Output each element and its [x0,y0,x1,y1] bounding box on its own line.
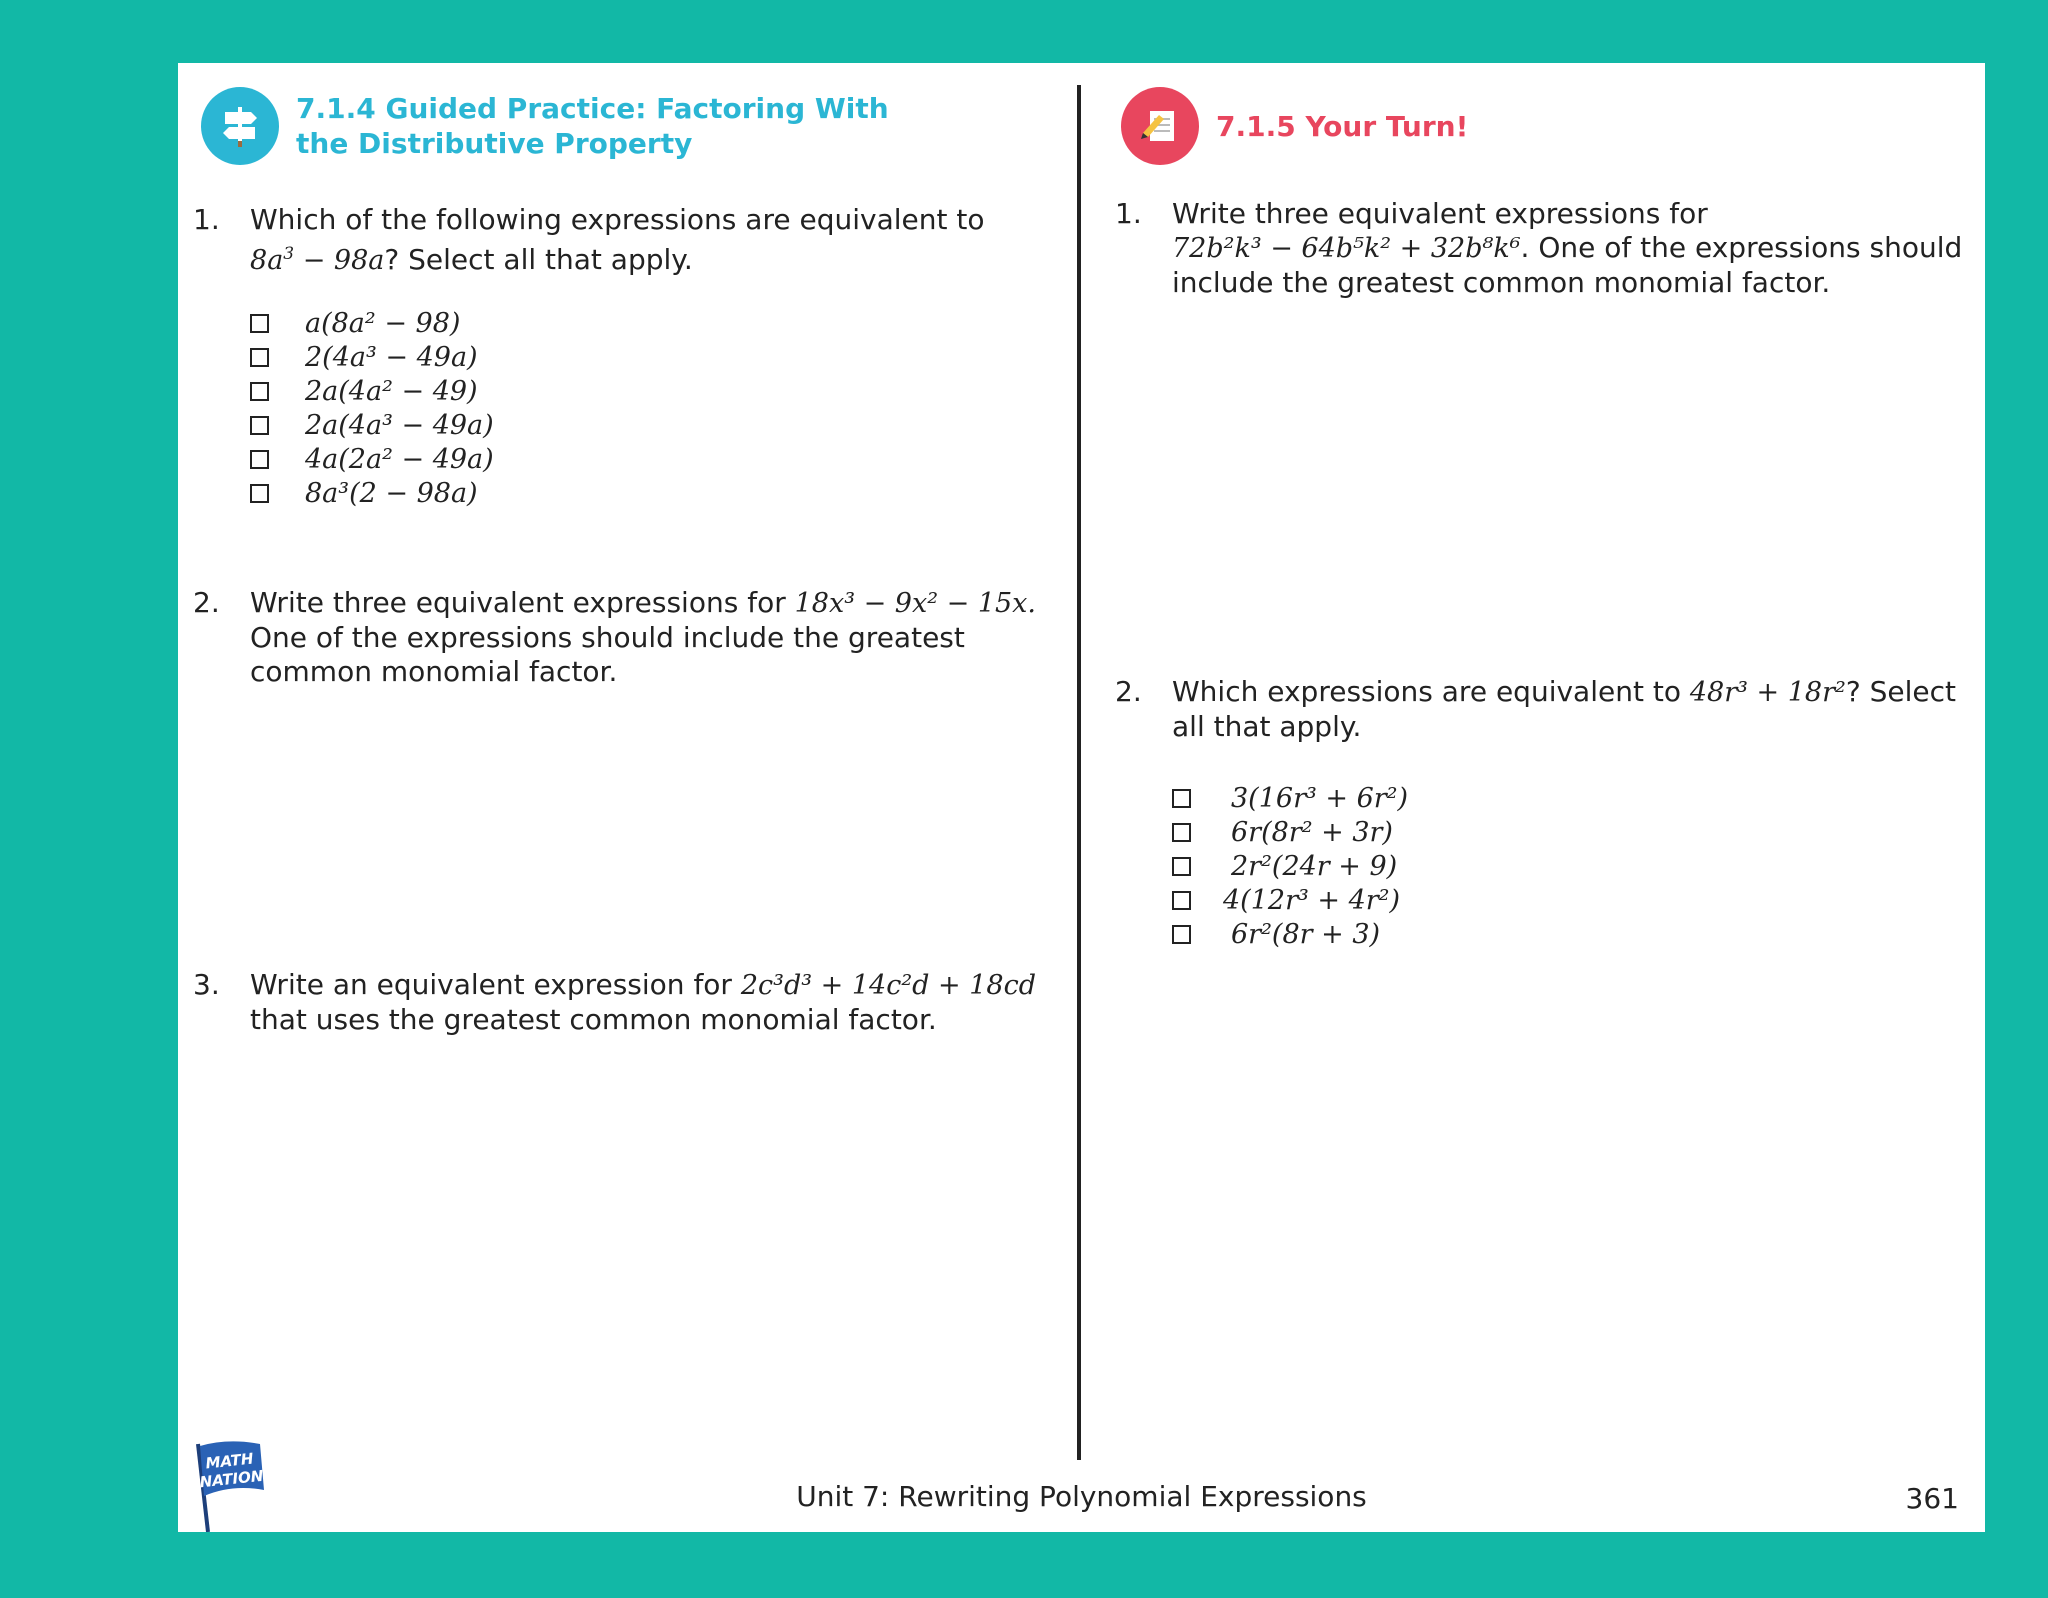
option-label: 6r(8r² + 3r) [1231,816,1393,848]
question-number: 1. [193,203,220,236]
option-row[interactable] [1172,883,1408,917]
footer-unit-title: Unit 7: Rewriting Polynomial Expressions [796,1480,1367,1513]
svg-text:NATION: NATION [198,1466,265,1492]
question-text-after: . One of the expressions should include the greatest common monomial factor. [1172,231,1963,299]
checkbox[interactable] [250,484,269,503]
question-3 [193,968,1050,1037]
option-label: 2(4a³ − 49a) [305,341,478,373]
question-text-after: ? Select all that apply. [1172,675,1956,743]
guided-practice-title: 7.1.4 Guided Practice: Factoring With the Distributive Property [296,92,889,160]
option-row[interactable] [1172,815,1408,849]
guided-practice-header [201,87,889,165]
option-label: 3(16r³ + 6r²) [1231,782,1409,814]
signpost-icon [201,87,279,165]
question-text-after: ? Select all that apply. [384,243,693,276]
your-turn-title: 7.1.5 Your Turn! [1216,109,1469,143]
pencil-paper-icon [1121,87,1199,165]
question-number: 2. [193,586,220,619]
question-expression: 2c³d³ + 14c²d + 18cd [740,970,1037,1001]
your-turn-question-2-options [1172,781,1408,951]
checkbox[interactable] [250,450,269,469]
question-number: 1. [1115,197,1142,230]
worksheet-page [178,63,1985,1532]
question-number: 3. [193,968,220,1001]
question-expression: $8a^3 - 98a$ [250,244,385,276]
option-label: 4(12r³ + 4r²) [1223,884,1401,916]
option-label: 4a(2a² − 49a) [305,443,494,475]
checkbox[interactable] [250,348,269,367]
question-2 [193,586,1050,689]
your-turn-question-2 [1115,675,1972,744]
question-1 [193,203,1050,278]
question-text-after: One of the expressions should include the greatest common monomial factor. [250,621,965,688]
option-label: 2r²(24r + 9) [1231,850,1398,882]
option-row[interactable] [250,442,494,476]
column-divider [1077,85,1081,1460]
checkbox[interactable] [1172,789,1191,808]
option-row[interactable] [1172,849,1408,883]
option-row[interactable] [1172,781,1408,815]
question-text: Which of the following expressions are equivalent to [250,203,985,236]
page-number: 361 [1905,1482,1959,1515]
question-text: Write three equivalent expressions for [250,586,795,619]
question-text: Which expressions are equivalent to [1172,675,1690,708]
option-label: 6r²(8r + 3) [1231,918,1381,950]
your-turn-question-1 [1115,197,1972,300]
question-expression: 48r³ + 18r² [1689,677,1846,708]
question-number: 2. [1115,675,1142,708]
your-turn-header [1121,87,1468,165]
option-label: 8a³(2 − 98a) [305,477,478,509]
option-label: 2a(4a³ − 49a) [305,409,494,441]
option-row[interactable] [250,408,494,442]
question-text-after: that uses the greatest common monomial factor. [250,1003,937,1036]
option-row[interactable] [250,374,494,408]
option-row[interactable] [250,476,494,510]
option-row[interactable] [250,340,494,374]
svg-text:MATH: MATH [204,1449,255,1473]
checkbox[interactable] [1172,891,1191,910]
option-row[interactable] [1172,917,1408,951]
checkbox[interactable] [1172,857,1191,876]
question-expression: 18x³ − 9x² − 15x. [794,588,1036,619]
question-text: Write an equivalent expression for [250,968,741,1001]
option-row[interactable] [250,306,494,340]
question-1-options [250,306,494,510]
checkbox[interactable] [250,382,269,401]
checkbox[interactable] [1172,823,1191,842]
option-label: a(8a² − 98) [305,307,461,339]
checkbox[interactable] [1172,925,1191,944]
checkbox[interactable] [250,416,269,435]
option-label: 2a(4a² − 49) [305,375,478,407]
question-text: Write three equivalent expressions for [1172,197,1708,230]
checkbox[interactable] [250,314,269,333]
question-expression: 72b²k³ − 64b⁵k² + 32b⁸k⁶ [1172,233,1521,264]
